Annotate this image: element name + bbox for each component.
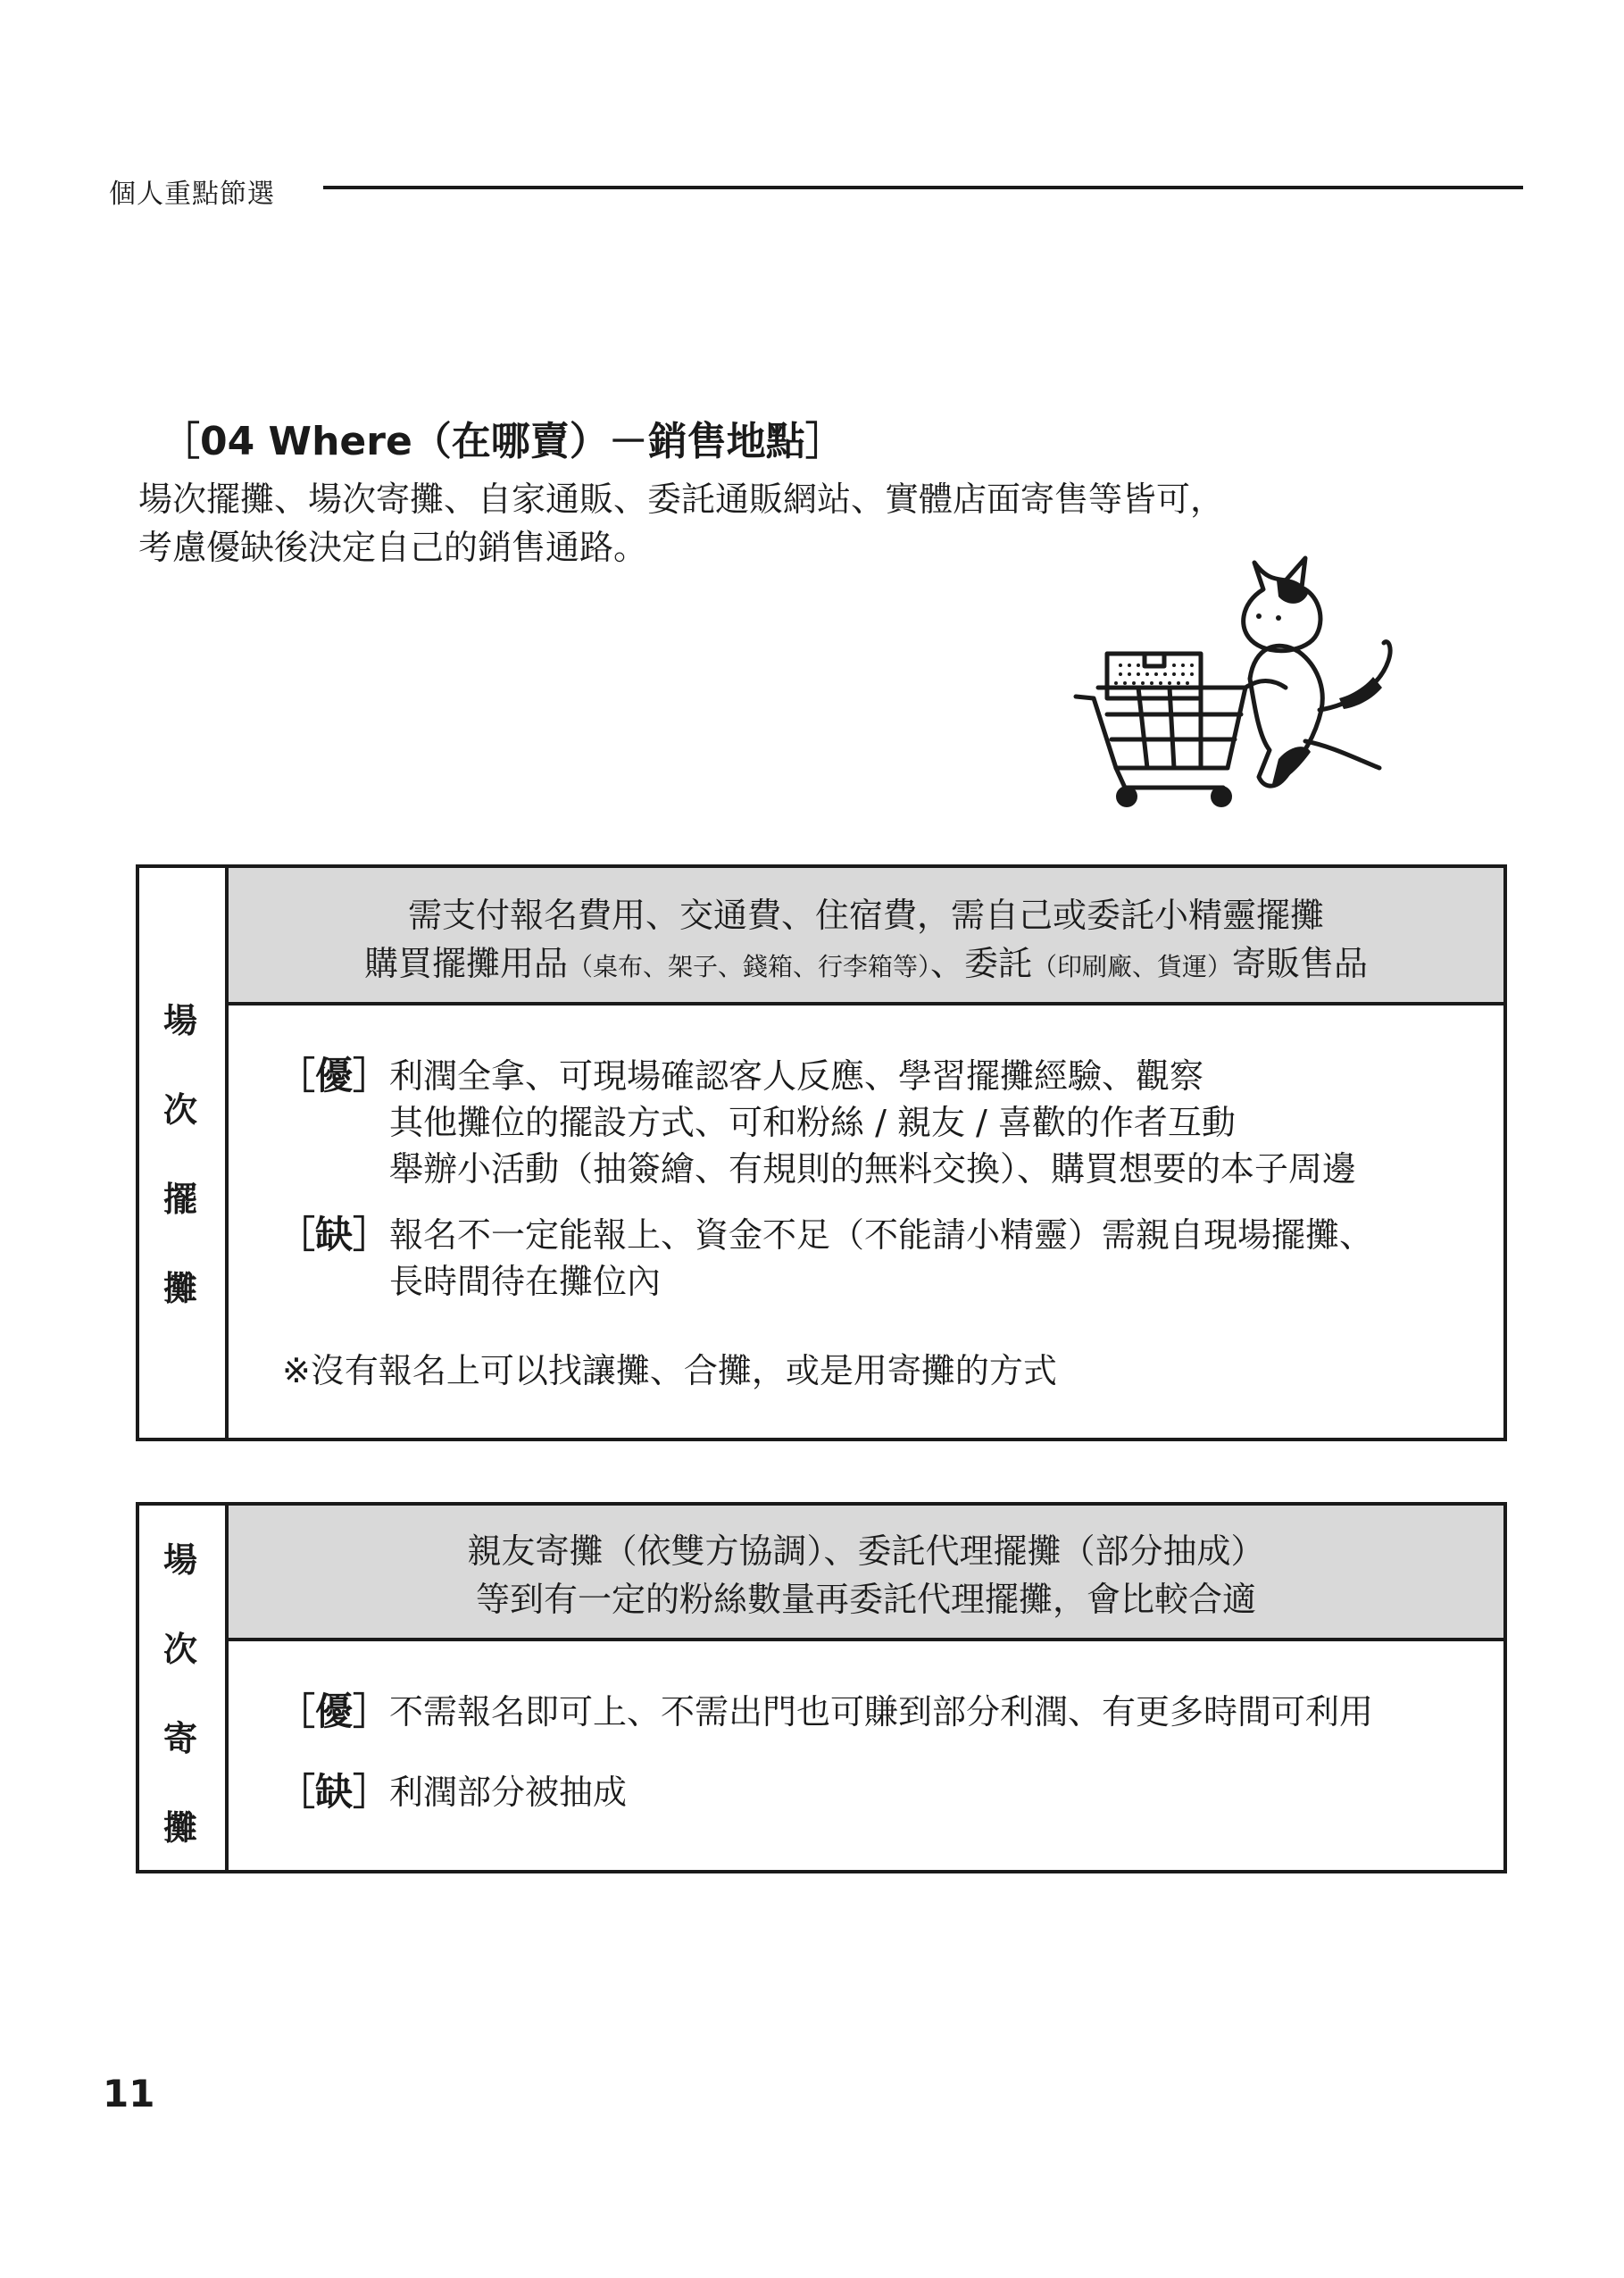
header-text: 購買擺攤用品 [363, 944, 568, 983]
intro-line: 場次擺攤、場次寄攤、自家通販、委託通販網站、實體店面寄售等皆可， [138, 480, 1225, 519]
pros-line: 舉辦小活動（抽簽繪、有規則的無料交換）、購買想要的本子周邊 [389, 1149, 1357, 1189]
pros-line: 不需報名即可上、不需出門也可賺到部分利潤、有更多時間可利用 [389, 1692, 1374, 1731]
side-char: 次 [162, 1090, 197, 1130]
side-char: 寄 [162, 1719, 197, 1758]
cons-line: 利潤部分被抽成 [389, 1773, 628, 1812]
side-char: 場 [162, 1540, 197, 1580]
running-header: 個人重點節選 [109, 179, 275, 210]
cons-line: 報名不一定能報上、資金不足（不能請小精靈）需親自現場擺攤、 [389, 1215, 1374, 1255]
box-header [229, 1506, 1503, 1641]
side-char: 攤 [162, 1269, 197, 1308]
box-header [229, 868, 1503, 1005]
pros-tag: ［優］ [278, 1054, 391, 1097]
header-note: （印刷廠、貨運） [1032, 952, 1233, 981]
intro-text [138, 475, 1224, 572]
header-line: 等到有一定的粉絲數量再委託代理擺攤，會比較合適 [475, 1580, 1256, 1619]
header-rule [323, 186, 1523, 189]
stall-consign-box [136, 1502, 1507, 1873]
side-char: 攤 [162, 1808, 197, 1848]
pros-line: 其他攤位的擺設方式、可和粉絲 / 親友 / 喜歡的作者互動 [389, 1103, 1236, 1142]
side-char: 擺 [162, 1180, 197, 1219]
header-line [229, 936, 1503, 985]
box-note: ※沒有報名上可以找讓攤、合攤，或是用寄攤的方式 [282, 1351, 1057, 1390]
section-title: ［04 Where（在哪賣）－銷售地點］ [161, 419, 845, 464]
page-number: 11 [103, 2072, 155, 2115]
stall-onsite-box [136, 864, 1507, 1441]
pros-line: 利潤全拿、可現場確認客人反應、學習擺攤經驗、觀察 [389, 1056, 1204, 1096]
cons-line: 長時間待在攤位內 [389, 1262, 662, 1301]
header-line: 親友寄攤（依雙方協調）、委託代理擺攤（部分抽成） [467, 1531, 1265, 1571]
box-side-label [139, 868, 229, 1438]
side-char: 次 [162, 1630, 197, 1669]
cat-pushing-shopping-cart-icon [1071, 554, 1455, 813]
cons-tag: ［缺］ [278, 1213, 391, 1256]
header-note: （桌布、架子、錢箱、行李箱等） [567, 952, 930, 981]
header-line: 需支付報名費用、交通費、住宿費，需自己或委託小精靈擺攤 [407, 896, 1324, 935]
pros-tag: ［優］ [278, 1690, 391, 1733]
cons-tag: ［缺］ [278, 1770, 391, 1814]
box-side-label [139, 1506, 229, 1870]
header-text: 寄販售品 [1232, 944, 1369, 983]
side-char: 場 [162, 1001, 197, 1040]
header-text: 、委託 [929, 944, 1032, 983]
intro-line: 考慮優缺後決定自己的銷售通路。 [138, 528, 648, 567]
